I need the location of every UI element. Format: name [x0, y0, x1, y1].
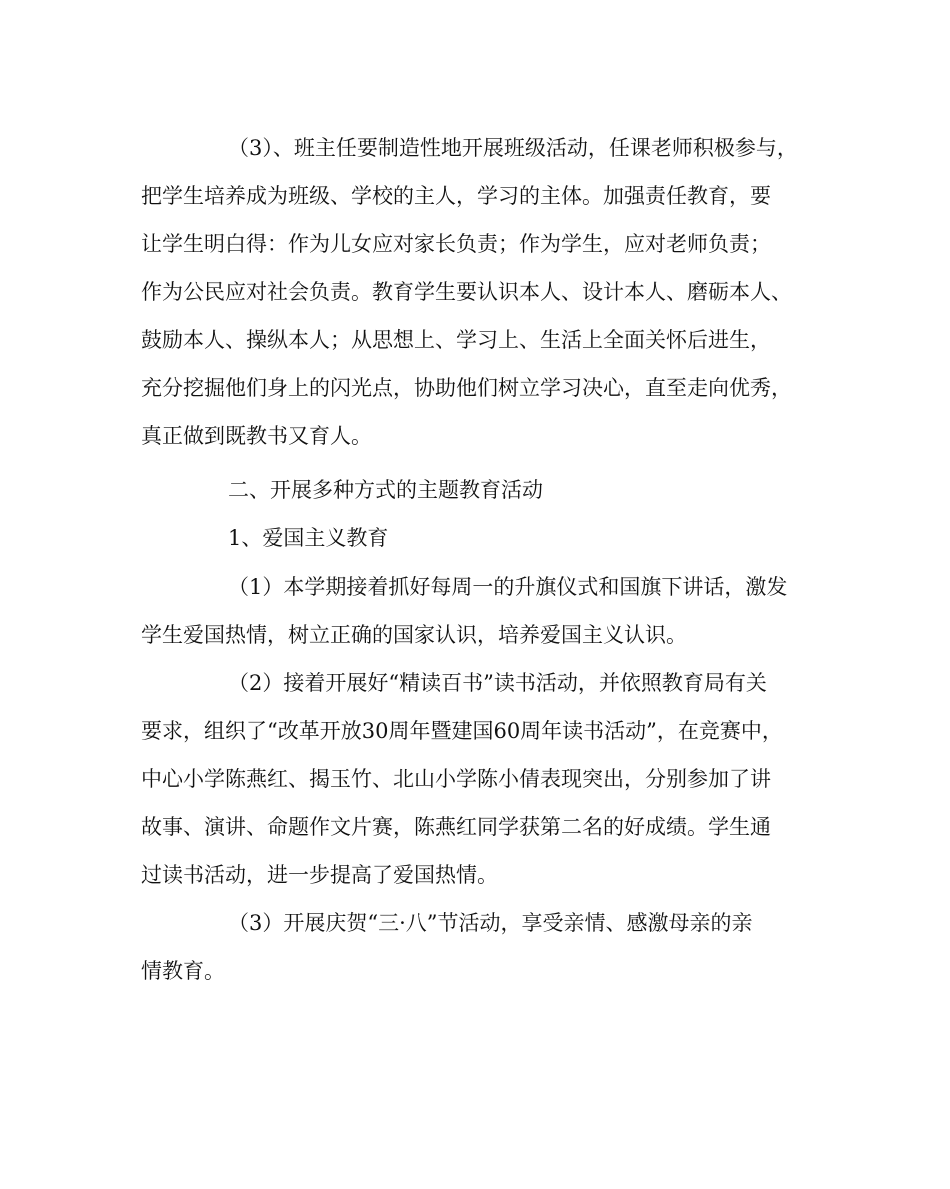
paragraph-line: 让学生明白得：作为儿女应对家长负责；作为学生，应对老师负责； — [141, 232, 771, 256]
paragraph-line: 中心小学陈燕红、揭玉竹、北山小学陈小倩表现突出，分别参加了讲 — [141, 767, 771, 791]
paragraph-line: 故事、演讲、命题作文片赛，陈燕红同学获第二名的好成绩。学生通 — [141, 815, 771, 839]
paragraph-line: （3）、班主任要制造性地开展班级活动，任课老师积极参与， — [228, 136, 798, 160]
paragraph-line: 充分挖掘他们身上的闪光点，协助他们树立学习决心，直至走向优秀， — [141, 376, 792, 400]
paragraph-line: 学生爱国热情，树立正确的国家认识，培养爱国主义认识。 — [141, 623, 687, 647]
section-heading: 二、开展多种方式的主题教育活动 — [228, 478, 543, 502]
paragraph-line: （3）开展庆贺“三·八”节活动，享受亲情、感激母亲的亲 — [228, 911, 753, 935]
paragraph-line: 作为公民应对社会负责。教育学生要认识本人、设计本人、磨砺本人、 — [141, 280, 792, 304]
paragraph-line: 情教育。 — [141, 959, 225, 983]
paragraph-line: 过读书活动，进一步提高了爱国热情。 — [141, 863, 498, 887]
paragraph-line: （2）接着开展好“精读百书”读书活动，并依照教育局有关 — [228, 671, 767, 695]
paragraph-line: 要求，组织了“改革开放30周年暨建国60周年读书活动”，在竞赛中， — [141, 719, 783, 743]
paragraph-line: 鼓励本人、操纵本人；从思想上、学习上、生活上全面关怀后进生， — [141, 328, 771, 352]
paragraph-line: 把学生培养成为班级、学校的主人，学习的主体。加强责任教育，要 — [141, 184, 771, 208]
subsection-heading: 1、爱国主义教育 — [228, 526, 389, 550]
paragraph-line: （1）本学期接着抓好每周一的升旗仪式和国旗下讲话，激发 — [228, 575, 788, 599]
paragraph-line: 真正做到既教书又育人。 — [141, 424, 372, 448]
